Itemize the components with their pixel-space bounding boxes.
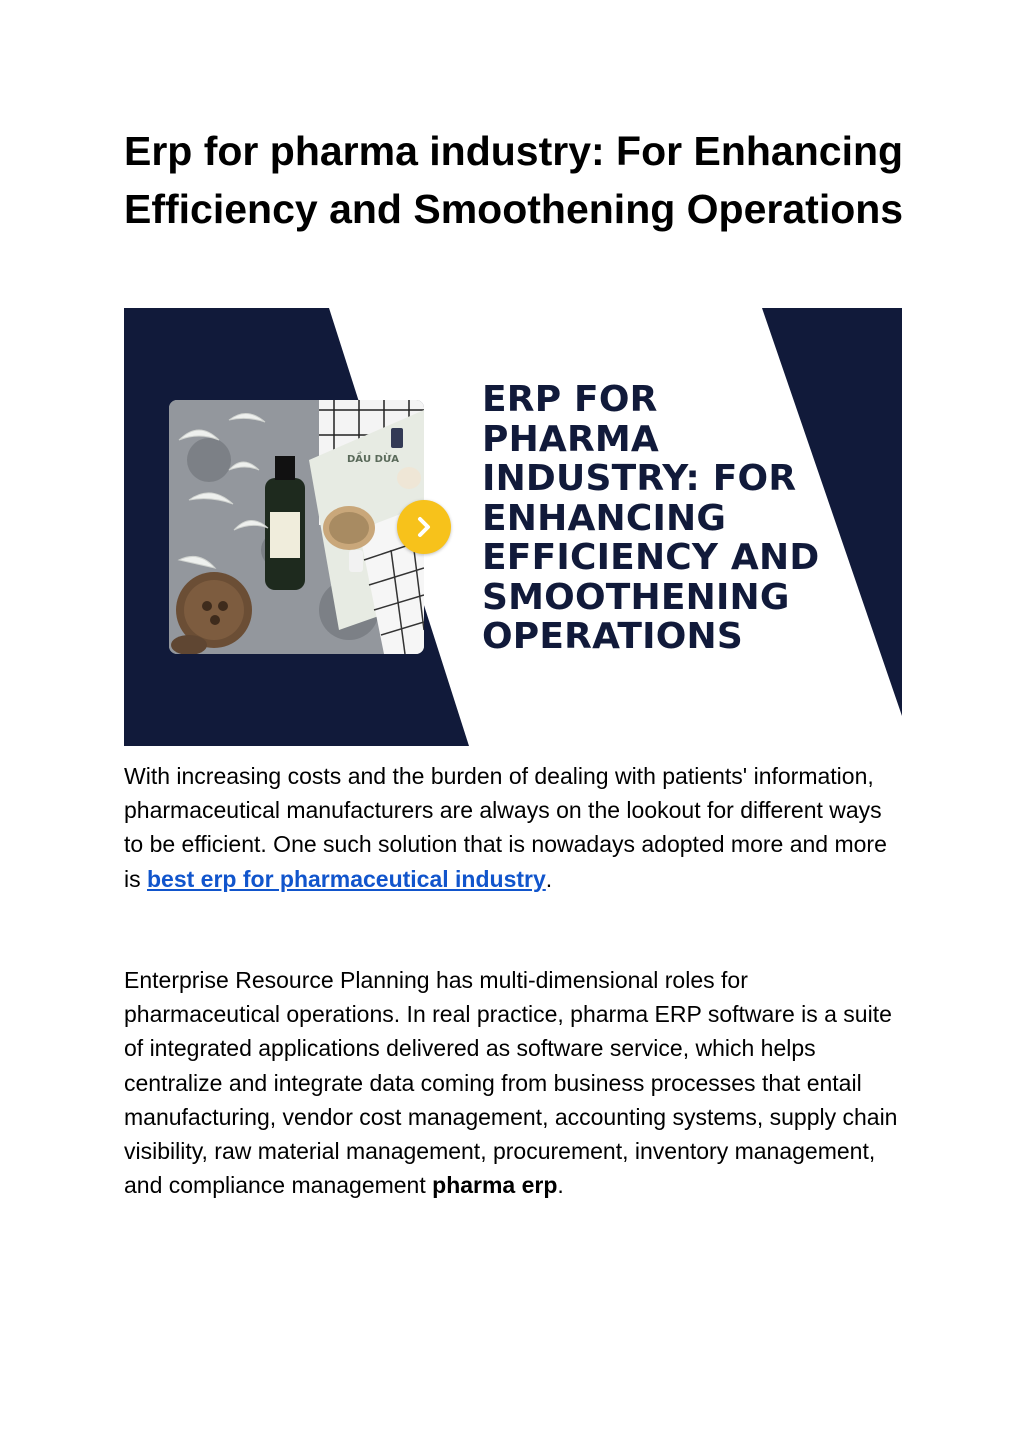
paragraph-intro [124, 759, 904, 896]
best-erp-link[interactable]: best erp for pharmaceutical industry [147, 865, 546, 892]
paragraph-intro-end: . [545, 865, 553, 892]
next-arrow-button[interactable] [397, 500, 451, 554]
chevron-right-icon [411, 514, 437, 540]
paragraph-erp-description [124, 963, 904, 1202]
product-photo [169, 400, 424, 654]
product-label: DẦU DỪA [347, 454, 400, 465]
paragraph-erp-end: . [557, 1172, 564, 1199]
paragraph-intro-text: With increasing costs and the burden of dealing with patients' information, pharmaceutical manufacturers are always on the lookout for different ways to be efficient. One such solution that is nowadays adopted more and more is [124, 763, 887, 892]
paragraph-erp-text: Enterprise Resource Planning has multi-dimensional roles for pharmaceutical operations. In real practice, pharma ERP software is a suite of integrated applications delivered as software service, which helps centralize and integrate data coming from business processes that entail manufacturing, vendor cost management, accounting systems, supply chain visibility, raw material management, procurement, inventory management, and compliance management [124, 967, 898, 1199]
page-title: Erp for pharma industry: For Enhancing Efficiency and Smoothening Operations [124, 128, 904, 232]
banner-image [124, 308, 902, 746]
banner-heading: ERP FOR PHARMA INDUSTRY: FOR ENHANCING EFFICIENCY AND SMOOTHENING OPERATIONS [482, 379, 820, 657]
pharma-erp-bold: pharma erp [432, 1172, 558, 1199]
